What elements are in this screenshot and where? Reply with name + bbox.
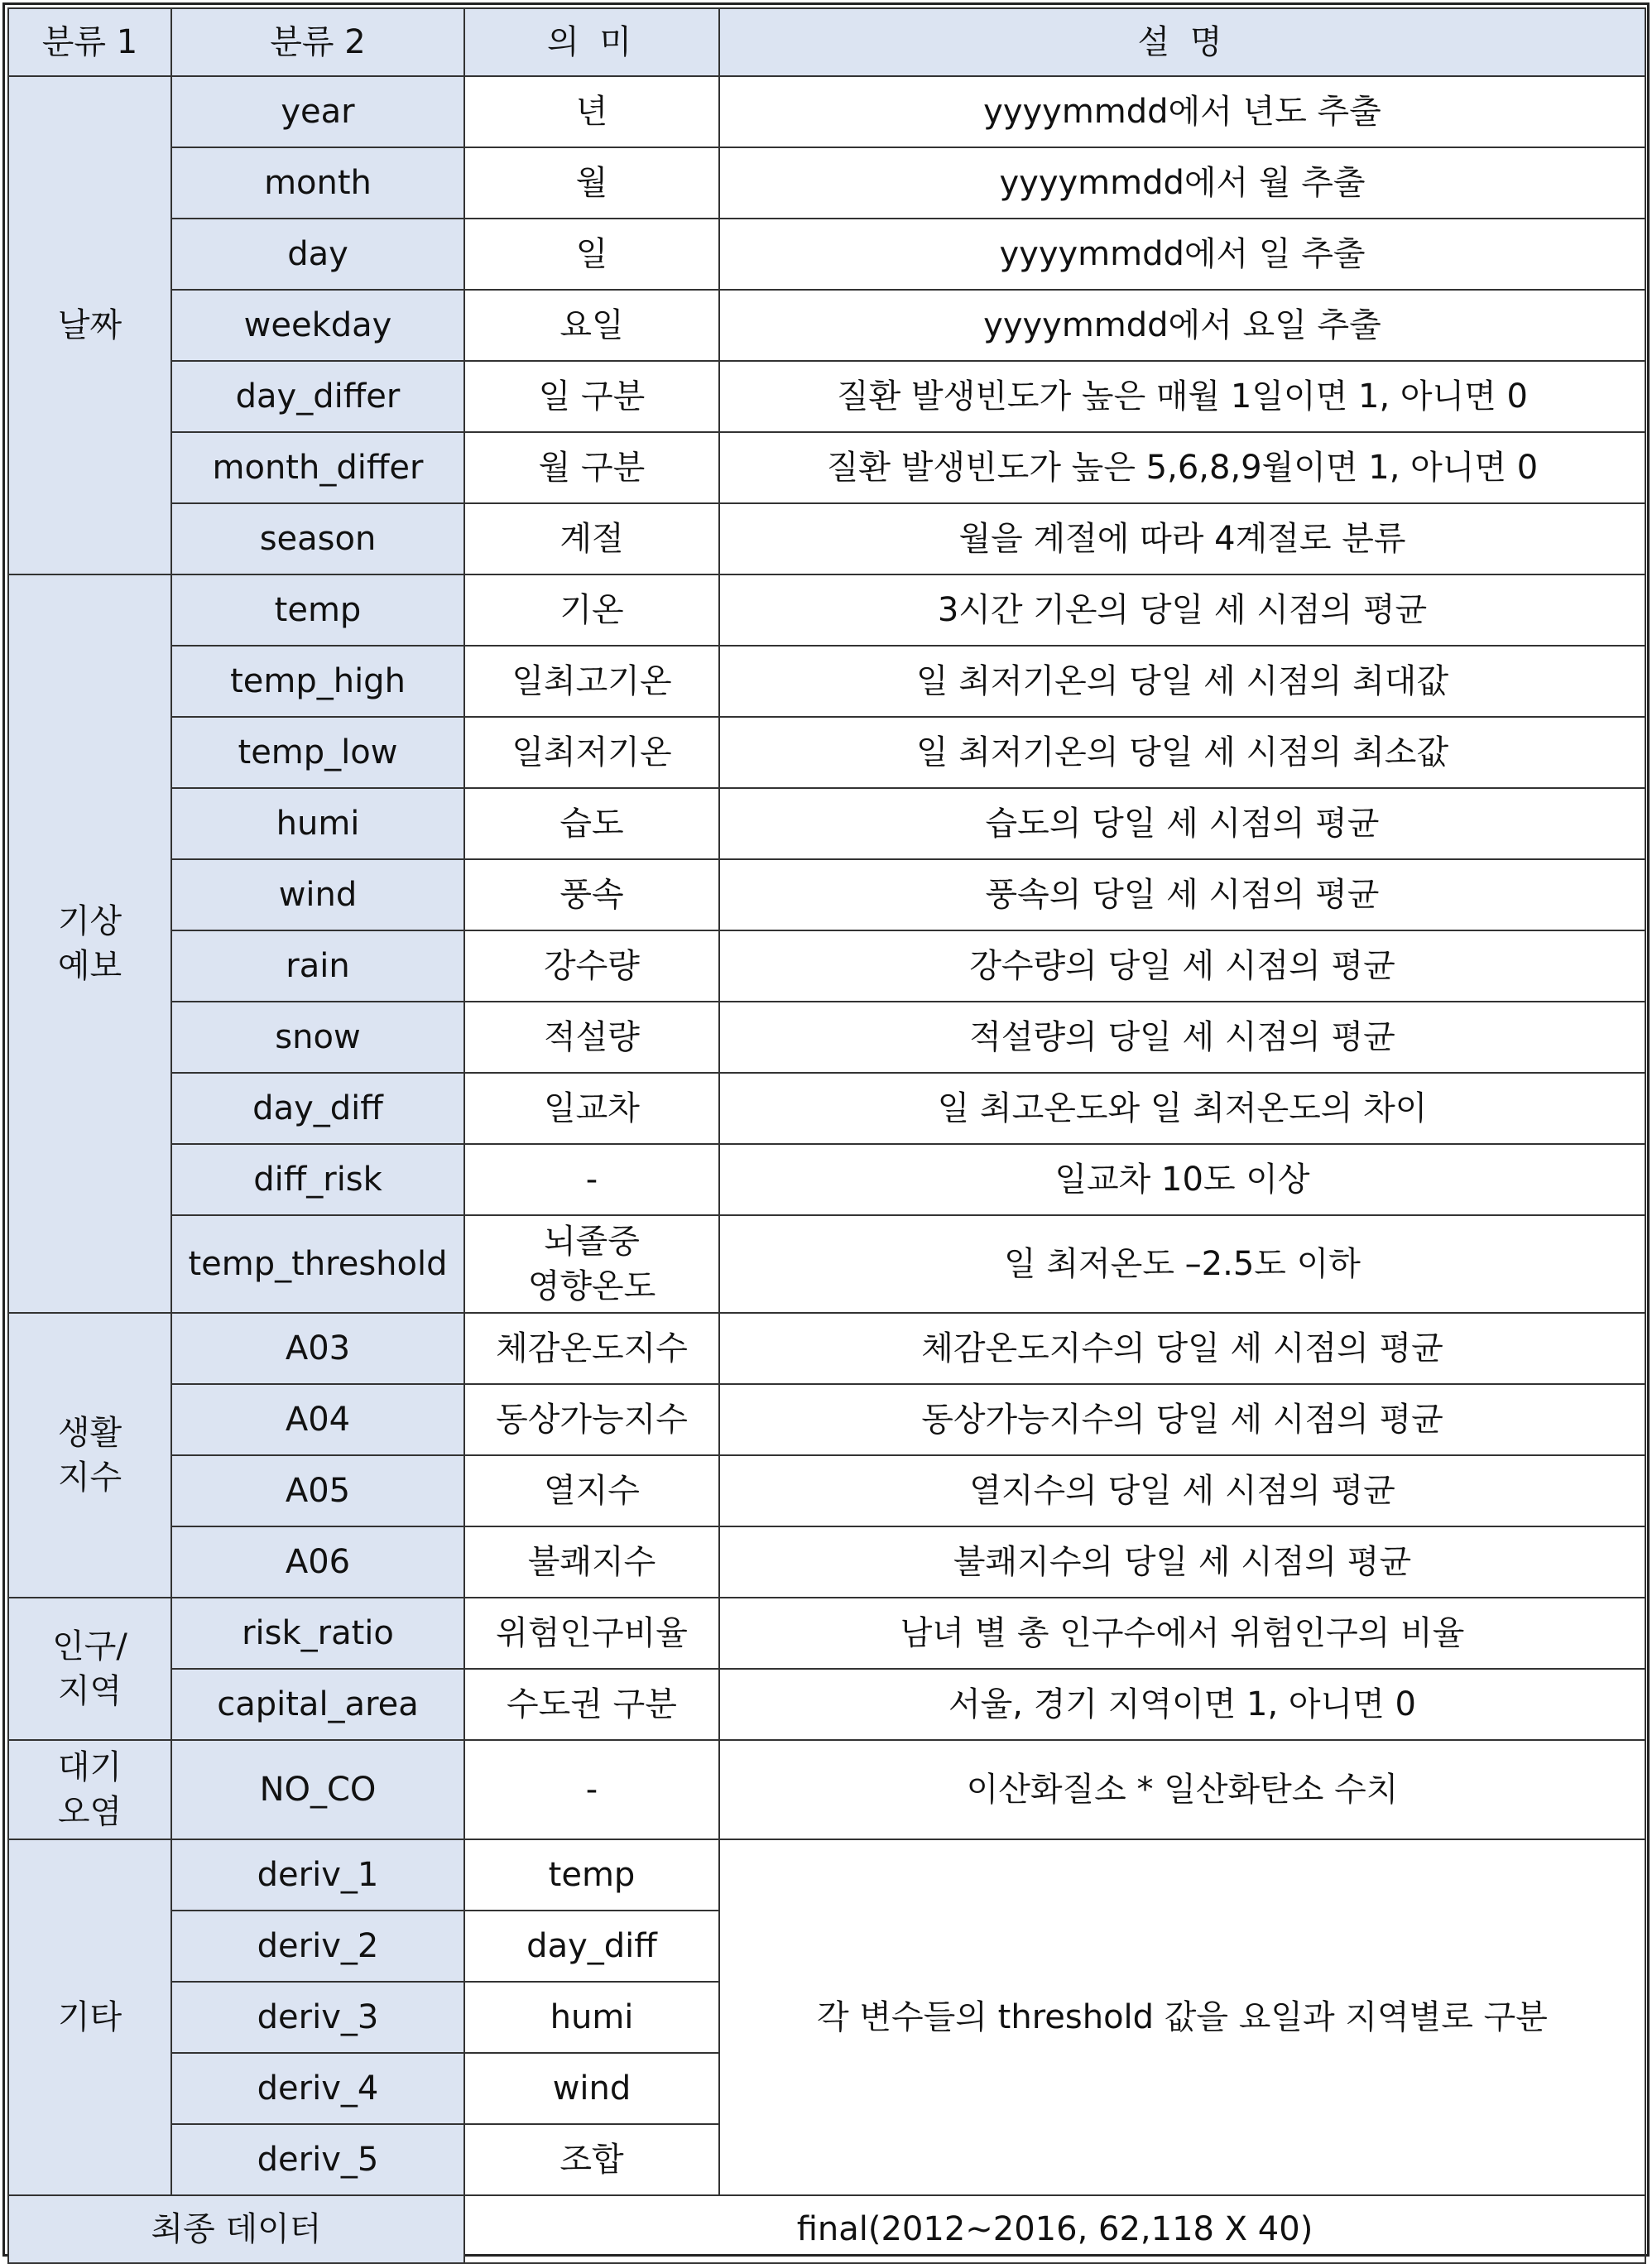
variable-meaning: 년 — [464, 76, 719, 147]
header-meaning: 의 미 — [464, 8, 719, 76]
table-row — [8, 717, 1645, 788]
variable-name: diff_risk — [171, 1144, 464, 1215]
variable-name: weekday — [171, 290, 464, 361]
variable-meaning-line-1: 뇌졸중 — [544, 1223, 640, 1261]
variable-meaning: humi — [464, 1982, 719, 2053]
final-row — [8, 2195, 1645, 2263]
table-row — [8, 859, 1645, 930]
variable-name: season — [171, 503, 464, 574]
variable-meaning: - — [464, 1740, 719, 1839]
group-weather — [8, 574, 171, 1313]
variable-meaning: 일 — [464, 219, 719, 290]
variable-description: 일 최저기온의 당일 세 시점의 최소값 — [719, 717, 1645, 788]
table-row — [8, 503, 1645, 574]
variable-name: day_differ — [171, 361, 464, 432]
variable-meaning: 월 — [464, 147, 719, 219]
header-category-2: 분류 2 — [171, 8, 464, 76]
variable-description: yyyymmdd에서 년도 추출 — [719, 76, 1645, 147]
variable-description: yyyymmdd에서 일 추출 — [719, 219, 1645, 290]
variable-name: risk_ratio — [171, 1598, 464, 1669]
table-row — [8, 1839, 1645, 1911]
variable-meaning: 요일 — [464, 290, 719, 361]
variable-name: A05 — [171, 1455, 464, 1526]
variable-name: temp_low — [171, 717, 464, 788]
variable-description: 일 최저온도 –2.5도 이하 — [719, 1215, 1645, 1313]
variable-name: NO_CO — [171, 1740, 464, 1839]
variable-meaning: 습도 — [464, 788, 719, 859]
table-row — [8, 1073, 1645, 1144]
variable-meaning: 위험인구비율 — [464, 1598, 719, 1669]
variable-meaning: 조합 — [464, 2124, 719, 2195]
table-row — [8, 1313, 1645, 1384]
table-row — [8, 1598, 1645, 1669]
variable-meaning: 불쾌지수 — [464, 1526, 719, 1598]
variable-name: A03 — [171, 1313, 464, 1384]
variable-meaning: 일최고기온 — [464, 646, 719, 717]
variable-meaning: 풍속 — [464, 859, 719, 930]
group-population-line-1: 인구/ — [52, 1627, 127, 1666]
table-row — [8, 1215, 1645, 1313]
variable-name: rain — [171, 930, 464, 1002]
variable-name: temp_high — [171, 646, 464, 717]
variable-description: 불쾌지수의 당일 세 시점의 평균 — [719, 1526, 1645, 1598]
variable-name: deriv_4 — [171, 2053, 464, 2124]
variable-meaning: 일최저기온 — [464, 717, 719, 788]
variable-description: 남녀 별 총 인구수에서 위험인구의 비율 — [719, 1598, 1645, 1669]
header-category-1: 분류 1 — [8, 8, 171, 76]
table-row — [8, 432, 1645, 503]
variable-name: day — [171, 219, 464, 290]
variable-meaning: 일 구분 — [464, 361, 719, 432]
variable-meaning: 체감온도지수 — [464, 1313, 719, 1384]
final-value: final(2012~2016, 62,118 X 40) — [464, 2195, 1645, 2263]
table-row — [8, 930, 1645, 1002]
group-weather-line-1: 기상 — [57, 902, 122, 940]
variable-name: month — [171, 147, 464, 219]
table-row — [8, 219, 1645, 290]
group-life-line-2: 지수 — [57, 1459, 122, 1497]
variable-name: A04 — [171, 1384, 464, 1455]
variable-name: temp_threshold — [171, 1215, 464, 1313]
group-life-line-1: 생활 — [57, 1414, 122, 1452]
variable-meaning: 강수량 — [464, 930, 719, 1002]
group-population — [8, 1598, 171, 1740]
table-row — [8, 361, 1645, 432]
table-row — [8, 76, 1645, 147]
variable-meaning: 적설량 — [464, 1002, 719, 1073]
table-row — [8, 788, 1645, 859]
variable-name: A06 — [171, 1526, 464, 1598]
variable-description: 체감온도지수의 당일 세 시점의 평균 — [719, 1313, 1645, 1384]
variable-meaning: wind — [464, 2053, 719, 2124]
variable-meaning: 일교차 — [464, 1073, 719, 1144]
table-row — [8, 574, 1645, 646]
variable-description: 월을 계절에 따라 4계절로 분류 — [719, 503, 1645, 574]
group-population-line-2: 지역 — [57, 1672, 122, 1710]
variable-description: 동상가능지수의 당일 세 시점의 평균 — [719, 1384, 1645, 1455]
group-life-index — [8, 1313, 171, 1598]
variable-description: 질환 발생빈도가 높은 매월 1일이면 1, 아니면 0 — [719, 361, 1645, 432]
variable-meaning-line-2: 영향온도 — [527, 1267, 656, 1305]
final-label: 최종 데이터 — [8, 2195, 464, 2263]
table-row — [8, 290, 1645, 361]
variable-description: 강수량의 당일 세 시점의 평균 — [719, 930, 1645, 1002]
variable-name: temp — [171, 574, 464, 646]
group-air-pollution — [8, 1740, 171, 1839]
variable-description: yyyymmdd에서 월 추출 — [719, 147, 1645, 219]
table-row — [8, 646, 1645, 717]
header-description: 설 명 — [719, 8, 1645, 76]
variable-name: capital_area — [171, 1669, 464, 1740]
variable-name: deriv_1 — [171, 1839, 464, 1911]
variable-description: 이산화질소 * 일산화탄소 수치 — [719, 1740, 1645, 1839]
variable-name: deriv_3 — [171, 1982, 464, 2053]
variable-meaning: day_diff — [464, 1911, 719, 1982]
variable-meaning: temp — [464, 1839, 719, 1911]
group-air-line-2: 오염 — [57, 1793, 122, 1831]
table-row — [8, 1002, 1645, 1073]
variable-description: 서울, 경기 지역이면 1, 아니면 0 — [719, 1669, 1645, 1740]
variable-name: day_diff — [171, 1073, 464, 1144]
variable-name: year — [171, 76, 464, 147]
variable-meaning: 계절 — [464, 503, 719, 574]
variable-description: 일 최저기온의 당일 세 시점의 최대값 — [719, 646, 1645, 717]
group-etc: 기타 — [8, 1839, 171, 2195]
variable-name: snow — [171, 1002, 464, 1073]
variable-description: 일교차 10도 이상 — [719, 1144, 1645, 1215]
variable-name: wind — [171, 859, 464, 930]
variable-description: 질환 발생빈도가 높은 5,6,8,9월이면 1, 아니면 0 — [719, 432, 1645, 503]
variable-description: 일 최고온도와 일 최저온도의 차이 — [719, 1073, 1645, 1144]
variable-description: 3시간 기온의 당일 세 시점의 평균 — [719, 574, 1645, 646]
variable-meaning: 수도권 구분 — [464, 1669, 719, 1740]
variable-description: 풍속의 당일 세 시점의 평균 — [719, 859, 1645, 930]
table-row — [8, 147, 1645, 219]
variable-description: yyyymmdd에서 요일 추출 — [719, 290, 1645, 361]
variable-description: 적설량의 당일 세 시점의 평균 — [719, 1002, 1645, 1073]
variable-table — [7, 7, 1646, 2264]
table-row — [8, 1669, 1645, 1740]
variable-meaning: 기온 — [464, 574, 719, 646]
variable-meaning: - — [464, 1144, 719, 1215]
variable-meaning: 열지수 — [464, 1455, 719, 1526]
variable-description: 열지수의 당일 세 시점의 평균 — [719, 1455, 1645, 1526]
header-row — [8, 8, 1645, 76]
variable-meaning — [464, 1215, 719, 1313]
variable-name: humi — [171, 788, 464, 859]
group-weather-line-2: 예보 — [57, 947, 122, 985]
variable-meaning: 동상가능지수 — [464, 1384, 719, 1455]
table-row — [8, 1526, 1645, 1598]
table-row — [8, 1455, 1645, 1526]
group-date: 날짜 — [8, 76, 171, 574]
table-row — [8, 1740, 1645, 1839]
variable-description: 습도의 당일 세 시점의 평균 — [719, 788, 1645, 859]
variable-name: month_differ — [171, 432, 464, 503]
table-row — [8, 1144, 1645, 1215]
table-row — [8, 1384, 1645, 1455]
group-air-line-1: 대기 — [57, 1748, 122, 1786]
variable-name: deriv_2 — [171, 1911, 464, 1982]
variable-name: deriv_5 — [171, 2124, 464, 2195]
variable-description: 각 변수들의 threshold 값을 요일과 지역별로 구분 — [719, 1839, 1645, 2195]
variable-meaning: 월 구분 — [464, 432, 719, 503]
